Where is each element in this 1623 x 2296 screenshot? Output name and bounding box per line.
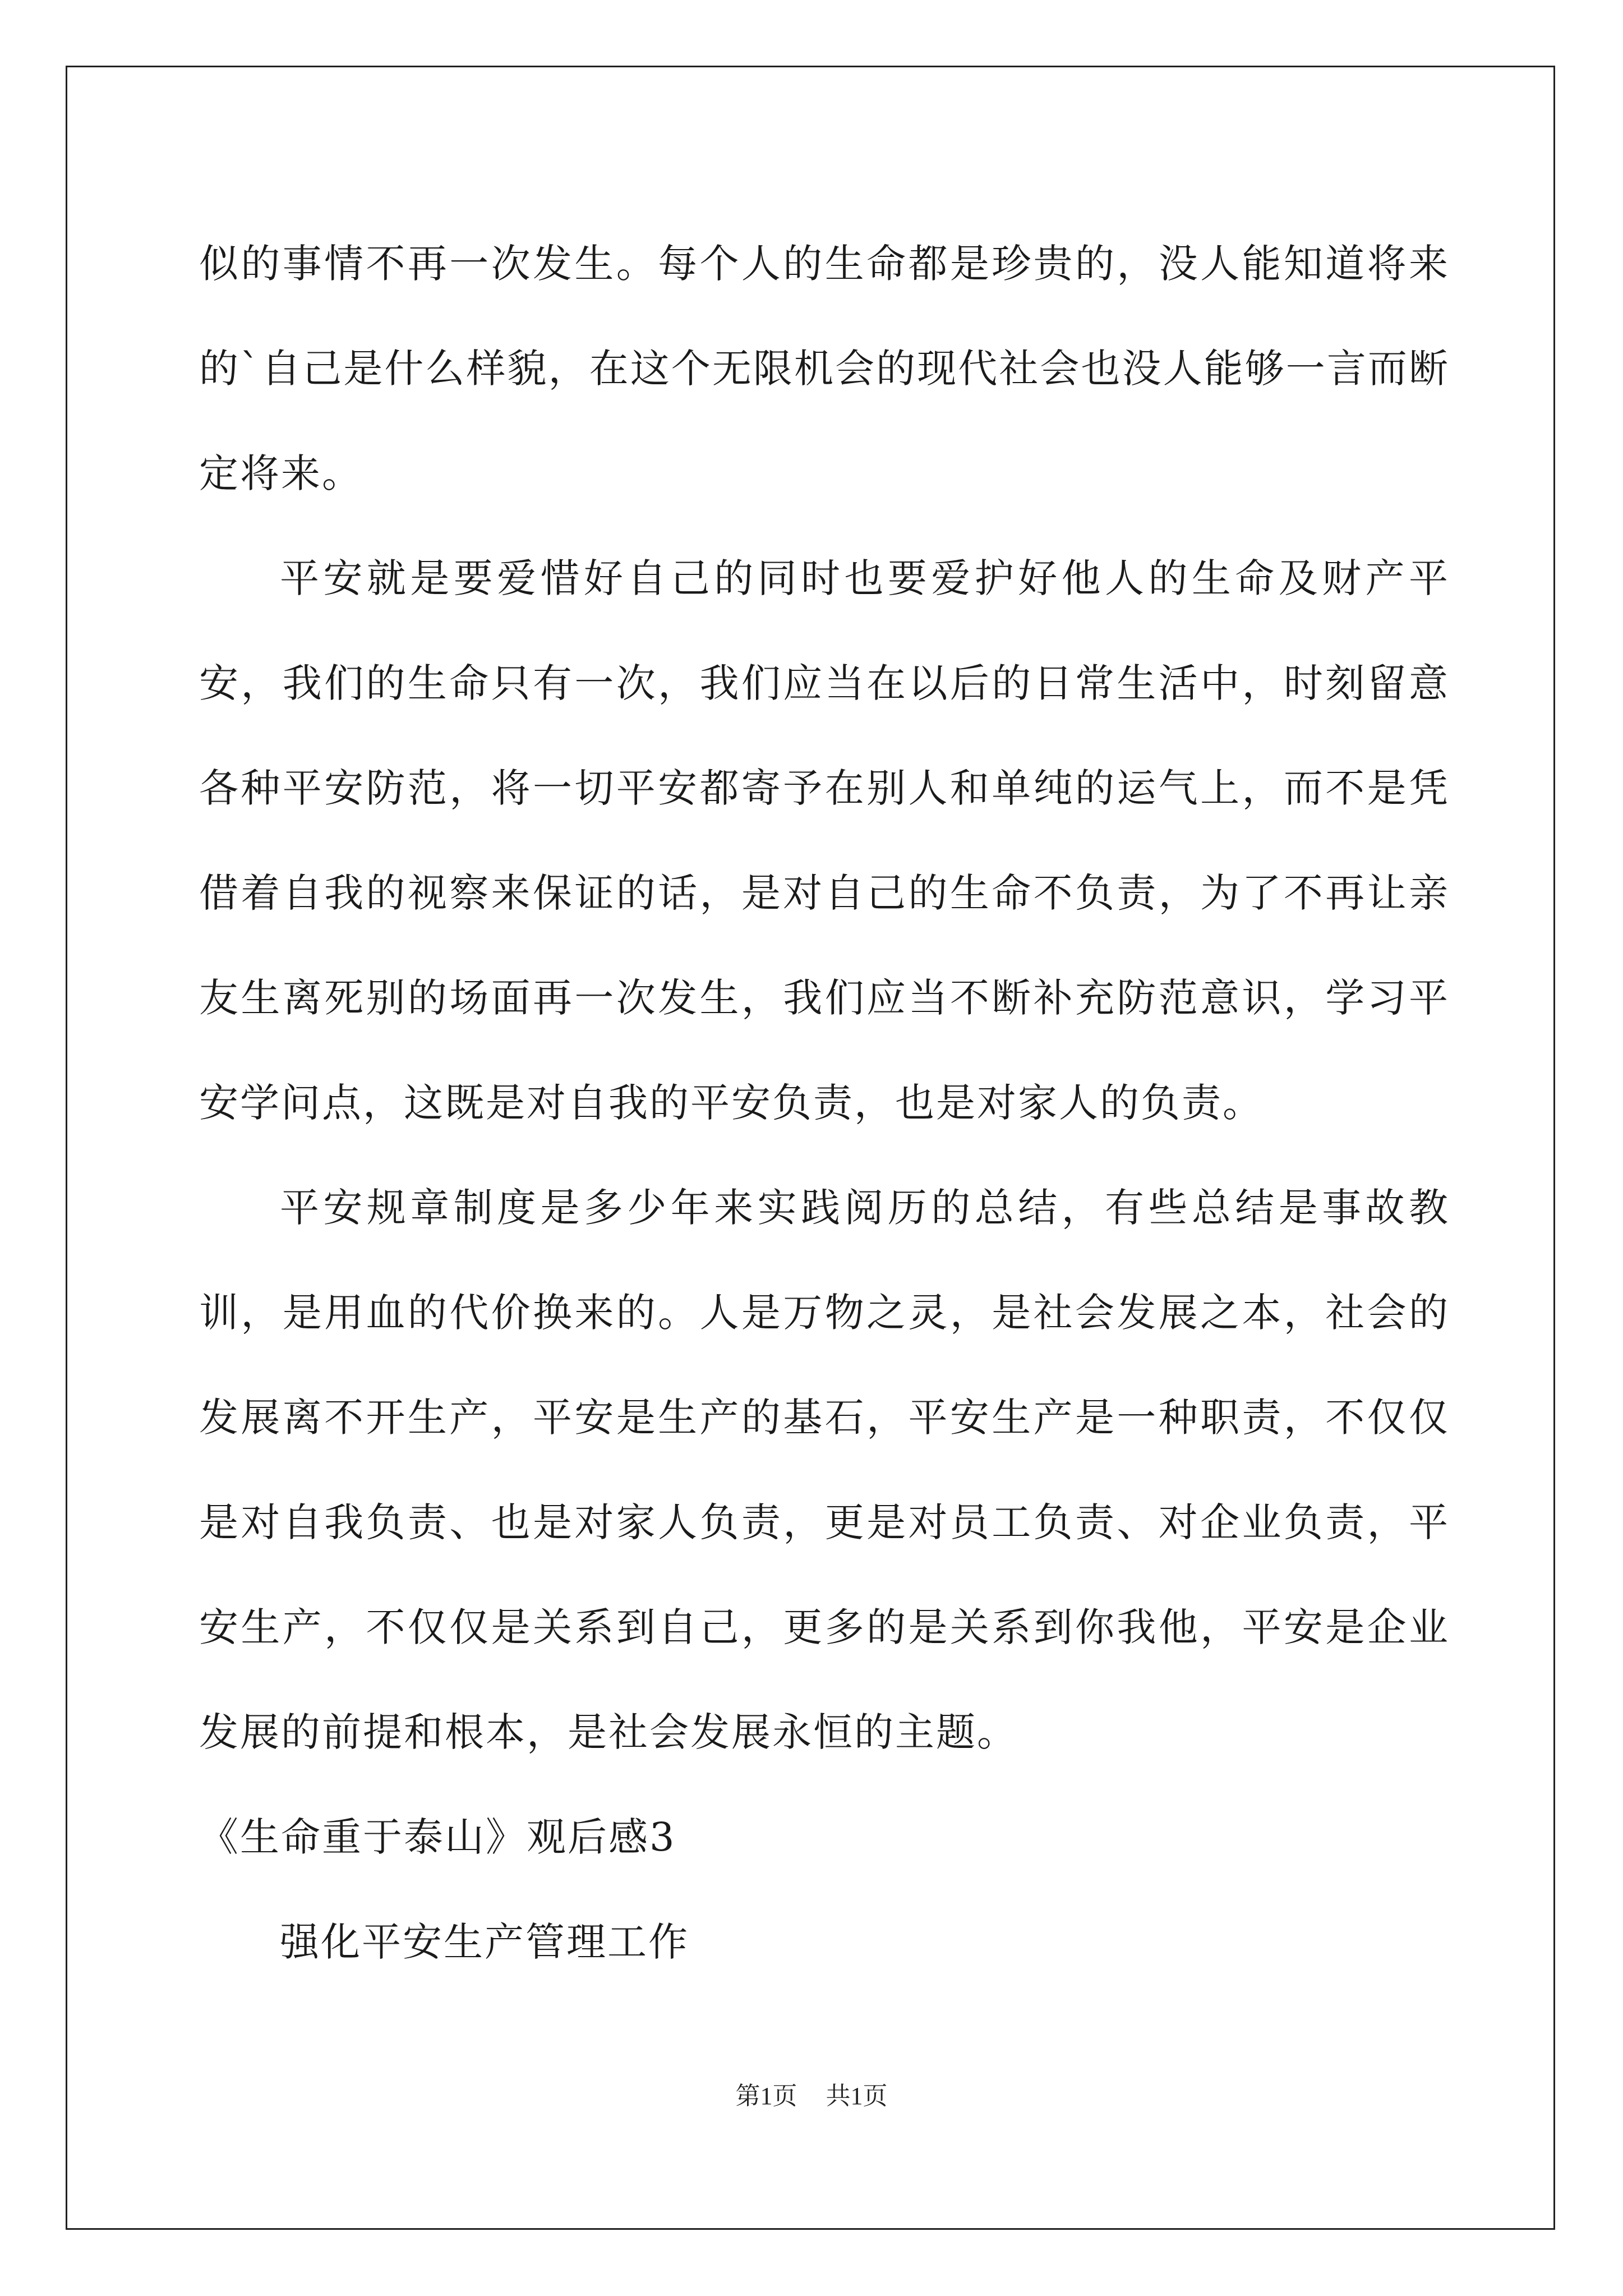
document-body <box>199 211 1450 1995</box>
paragraph-1: 似的事情不再一次发生。每个人的生命都是珍贵的，没人能知道将来的`自己是什么样貌，在这个无限机会的现代社会也没人能够一言而断定将来。 <box>199 241 1450 496</box>
section-title: 《生命重于泰山》观后感3 <box>199 1814 676 1860</box>
page-footer: 第1页 共1页 <box>735 2082 888 2110</box>
paragraph-3: 平安规章制度是多少年来实践阅历的总结，有些总结是事故教训，是用血的代价换来的。人是万物之灵，是社会发展之本，社会的发展离不开生产，平安是生产的基石，平安生产是一种职责，不仅仅是对自我负责、也是对家人负责，更是对员工负责、对企业负责，平安生产，不仅仅是关系到自己，更多的是关系到你我他，平安是企业发展的前提和根本，是社会发展永恒的主题。 <box>199 1185 1450 1755</box>
paragraph-2: 平安就是要爱惜好自己的同时也要爱护好他人的生命及财产平安，我们的生命只有一次，我们应当在以后的日常生活中，时刻留意各种平安防范，将一切平安都寄予在别人和单纯的运气上，而不是凭借着自我的视察来保证的话，是对自己的生命不负责，为了不再让亲友生离死别的场面再一次发生，我们应当不断补充防范意识，学习平安学问点，这既是对自我的平安负责，也是对家人的负责。 <box>199 555 1450 1126</box>
subheading: 强化平安生产管理工作 <box>280 1919 689 1965</box>
